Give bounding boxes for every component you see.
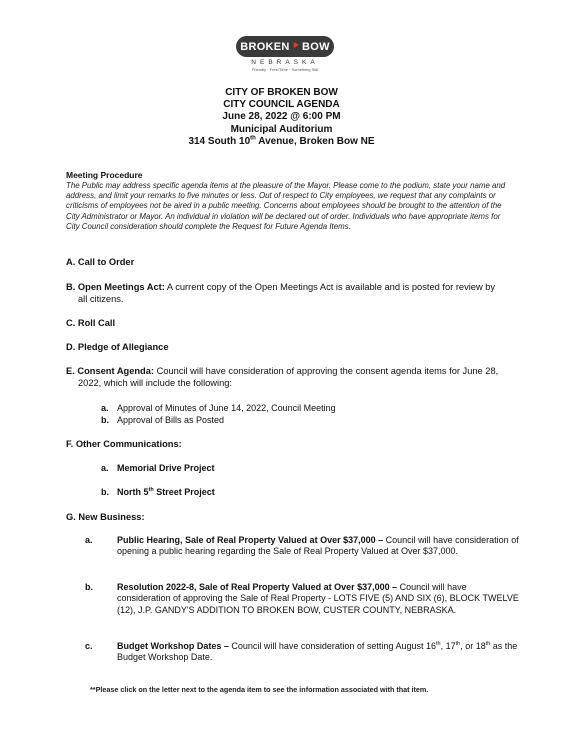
agenda-item-e: E. Consent Agenda: Council will have consideration of approving the consent agenda items for June 28, 2022, which will include the following: bbox=[66, 366, 499, 388]
agenda-sub-g-a[interactable]: a. bbox=[85, 535, 93, 545]
arrow-icon: ⯈ bbox=[291, 41, 300, 52]
header-date: June 28, 2022 @ 6:00 PM bbox=[222, 111, 341, 123]
agenda-letter-f[interactable]: F. bbox=[66, 439, 74, 449]
agenda-item-f: F. Other Communications: bbox=[66, 439, 182, 449]
procedure-title: Meeting Procedure bbox=[66, 170, 143, 180]
agenda-item-g-a: a. Public Hearing, Sale of Real Property Valued at Over $37,000 – Council will have consideration of opening a public hearing regarding the Sale of Real Property Valued at Over $37,000. bbox=[85, 535, 519, 557]
agenda-item-d: D. Pledge of Allegiance bbox=[66, 342, 169, 352]
logo-brand-left: BROKEN bbox=[240, 40, 290, 53]
agenda-item-e-b: b. Approval of Bills as Posted bbox=[101, 415, 225, 425]
header-city: CITY OF BROKEN BOW bbox=[225, 87, 338, 98]
logo-bar bbox=[236, 36, 334, 57]
logo-state: NEBRASKA bbox=[251, 59, 319, 66]
agenda-letter-g[interactable]: G. bbox=[66, 512, 76, 522]
agenda-item-c: C. Roll Call bbox=[66, 318, 116, 328]
agenda-sub-f-b[interactable]: b. bbox=[101, 487, 109, 497]
header-venue: Municipal Auditorium bbox=[230, 123, 333, 135]
agenda-letter-d[interactable]: D. bbox=[66, 342, 76, 352]
logo-tagline: Friendly · Free-Time · Something Still bbox=[251, 67, 319, 72]
agenda-item-e-a: a. Approval of Minutes of June 14, 2022, Council Meeting bbox=[101, 403, 336, 413]
agenda-item-g-c: c. Budget Workshop Dates – Council will have consideration of setting August 16th, 17th, or 18th as the Budget Workshop Date. bbox=[85, 641, 518, 663]
agenda-item-f-a: a. Memorial Drive Project bbox=[101, 463, 215, 473]
logo-brand-right: BOW bbox=[301, 40, 330, 53]
city-logo bbox=[236, 36, 334, 72]
agenda-item-g-b: b. Resolution 2022-8, Sale of Real Property Valued at Over $37,000 – Council will have consideration of approving the Sale of Real Property - LOTS FIVE (5) AND SIX (6), BLOCK TWELVE (12), J.P. GANDY'S ADDITION TO BROKEN BOW, CUSTER COUNTY, NEBRASKA. bbox=[85, 582, 519, 615]
agenda-sub-e-b[interactable]: b. bbox=[101, 415, 109, 425]
footnote: **Please click on the letter next to the agenda item to see the information associated with that item. bbox=[90, 685, 429, 694]
agenda-letter-b[interactable]: B. bbox=[66, 282, 76, 292]
agenda-item-f-b: b. North 5th Street Project bbox=[101, 487, 215, 497]
agenda-letter-c[interactable]: C. bbox=[66, 318, 76, 328]
agenda-sub-g-c[interactable]: c. bbox=[85, 641, 93, 651]
agenda-header bbox=[0, 87, 563, 148]
header-title: CITY COUNCIL AGENDA bbox=[223, 99, 340, 111]
agenda-item-b: B. Open Meetings Act: A current copy of the Open Meetings Act is available and is posted for review by all citizens. bbox=[66, 282, 496, 304]
procedure-body: The Public may address specific agenda items at the pleasure of the Mayor. Please come to the podium, state your name and address, and limit your remarks to five minutes or less. Out of respect to City employees, we request that any complaints or criticisms of employees not be aired in a public meeting. Concerns about employees should be brought to the attention of the City Administrator or Mayor. An individual in violation will be declared out of order. Individuals who have appropriate items for City Council consideration should complete the Request for Future Agenda Items. bbox=[66, 181, 506, 231]
agenda-sub-g-b[interactable]: b. bbox=[85, 582, 93, 592]
agenda-letter-e[interactable]: E. bbox=[66, 366, 75, 376]
agenda-item-g: G. New Business: bbox=[66, 512, 145, 522]
agenda-letter-a[interactable]: A. bbox=[66, 257, 76, 267]
agenda-item-a: A. Call to Order bbox=[66, 257, 135, 267]
header-address: 314 South 10th Avenue, Broken Bow NE bbox=[188, 135, 375, 147]
agenda-sub-f-a[interactable]: a. bbox=[101, 463, 109, 473]
agenda-sub-e-a[interactable]: a. bbox=[101, 403, 109, 413]
